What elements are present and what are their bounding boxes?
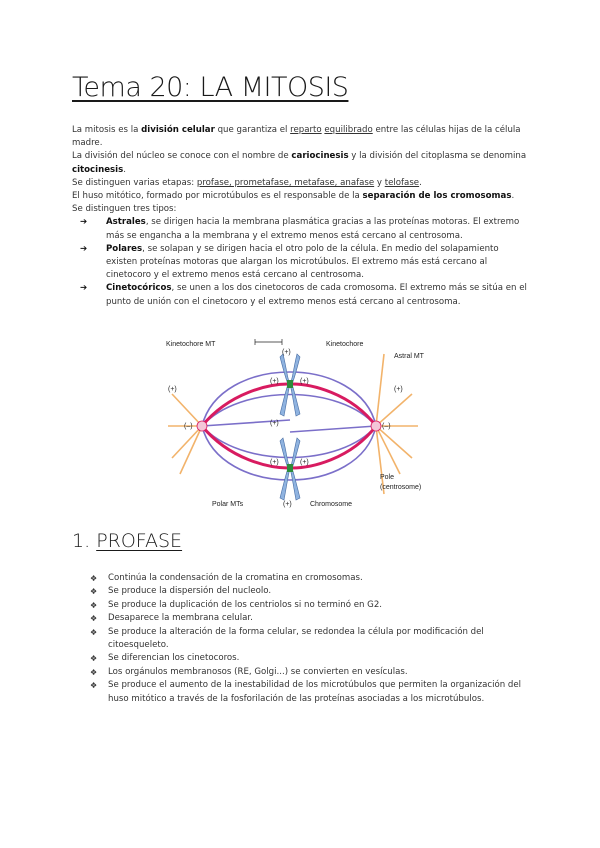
label-centrosome: (centrosome) [380,484,422,491]
arrow-icon: ➔ [80,283,88,294]
label-plus-bottom: (+) [283,501,292,508]
list-item: ❖ Se diferencian los cinetocoros. [90,652,530,665]
list-item: ❖ Se produce la dispersión del nucleolo. [90,585,530,598]
diamond-bullet-icon: ❖ [90,627,98,637]
diamond-bullet-icon: ❖ [90,614,98,624]
diamond-bullet-icon: ❖ [90,574,98,583]
arrow-icon: ➔ [80,217,88,228]
label-plus-mid: (+) [270,420,279,427]
page-title: Tema 20: LA MITOSIS [72,72,349,103]
intro-section [72,124,528,309]
profase-list [90,572,530,706]
label-astral-mt: Astral MT [394,353,424,360]
intro-paragraph-1: La mitosis es la división celular que garantiza el reparto equilibrado entre las células hijas de la célula madre. [72,125,521,149]
section-heading-profase: 1. PROFASE [72,530,183,552]
label-pole: Pole [380,474,395,481]
label-minus-right: (–) [382,423,391,430]
list-item: ❖ Los orgánulos membranosos (RE, Golgi...) se convierten en vesículas. [90,666,530,679]
intro-paragraph-2: La división del núcleo se conoce con el nombre de cariocinesis y la división del citoplasma se denomina citocinesis. [72,151,527,175]
list-item: ❖ Se produce la alteración de la forma celular, se redondea la célula por modificación del citoesqueleto. [90,626,484,651]
list-item: ➔ Polares, se solapan y se dirigen hacia el otro polo de la célula. En medio del solapamiento existen proteínas motoras que alargan los microtúbulos. El extremo más está cercano al cinetocoro y el extremo menos está cercano al centrosoma. [80,243,499,281]
kinetochore-microtubules [202,384,376,468]
arrow-icon: ➔ [80,243,88,254]
microtubule-types-list [72,216,528,308]
label-kinetochore: Kinetochore [326,341,364,348]
overlap-bracket [255,339,282,345]
diamond-bullet-icon: ❖ [90,587,98,597]
pole-left [197,421,207,431]
list-item: ➔ Astrales, se dirigen hacia la membrana plasmática gracias a las proteínas motoras. El extremo más se engancha a la membrana y el extremo menos está cercano al centrosoma. [80,217,520,241]
label-plus-kt-left-b: (+) [270,459,279,466]
diamond-bullet-icon: ❖ [90,600,98,610]
diamond-bullet-icon: ❖ [90,681,98,691]
mitotic-spindle-diagram [150,334,450,512]
list-item: ❖ Se produce la duplicación de los centriolos si no terminó en G2. [90,599,530,612]
list-item: ➔ Cinetocóricos, se unen a los dos cinetocoros de cada cromosoma. El extremo más se sitúa en el punto de unión con el cinetocoro y el extremo menos está cercano al centrosoma. [80,283,527,307]
label-plus-kt-right: (+) [300,378,309,385]
label-plus-kt-right-b: (+) [300,459,309,466]
list-item: ❖ Se produce el aumento de la inestabilidad de los microtúbulos que permiten la organización del huso mitótico a través de la fosforilación de las proteínas asociadas a los microtúbulos. [90,680,522,704]
intro-paragraph-4: El huso mitótico, formado por microtúbulos es el responsable de la separación de los cromosomas. [72,191,515,202]
label-plus-left-1: (+) [168,386,177,393]
label-chromosome: Chromosome [310,501,353,508]
diamond-bullet-icon: ❖ [90,667,98,677]
label-plus-top: (+) [282,349,291,356]
label-plus-kt-left: (+) [270,378,279,385]
list-item: ❖ Desaparece la membrana celular. [90,612,530,625]
intro-paragraph-3: Se distinguen varias etapas: profase, prometafase, metafase, anafase y telofase. [72,177,422,188]
label-plus-right-1: (+) [394,386,403,393]
label-polar-mts: Polar MTs [212,501,244,508]
label-kinetochore-mt: Kinetochore MT [166,341,216,348]
diamond-bullet-icon: ❖ [90,654,98,664]
label-minus-left: (–) [184,423,193,430]
intro-paragraph-5: Se distinguen tres tipos: [72,204,177,215]
list-item: ❖ Continúa la condensación de la cromatina en cromosomas. [90,572,530,585]
pole-right [371,421,381,431]
